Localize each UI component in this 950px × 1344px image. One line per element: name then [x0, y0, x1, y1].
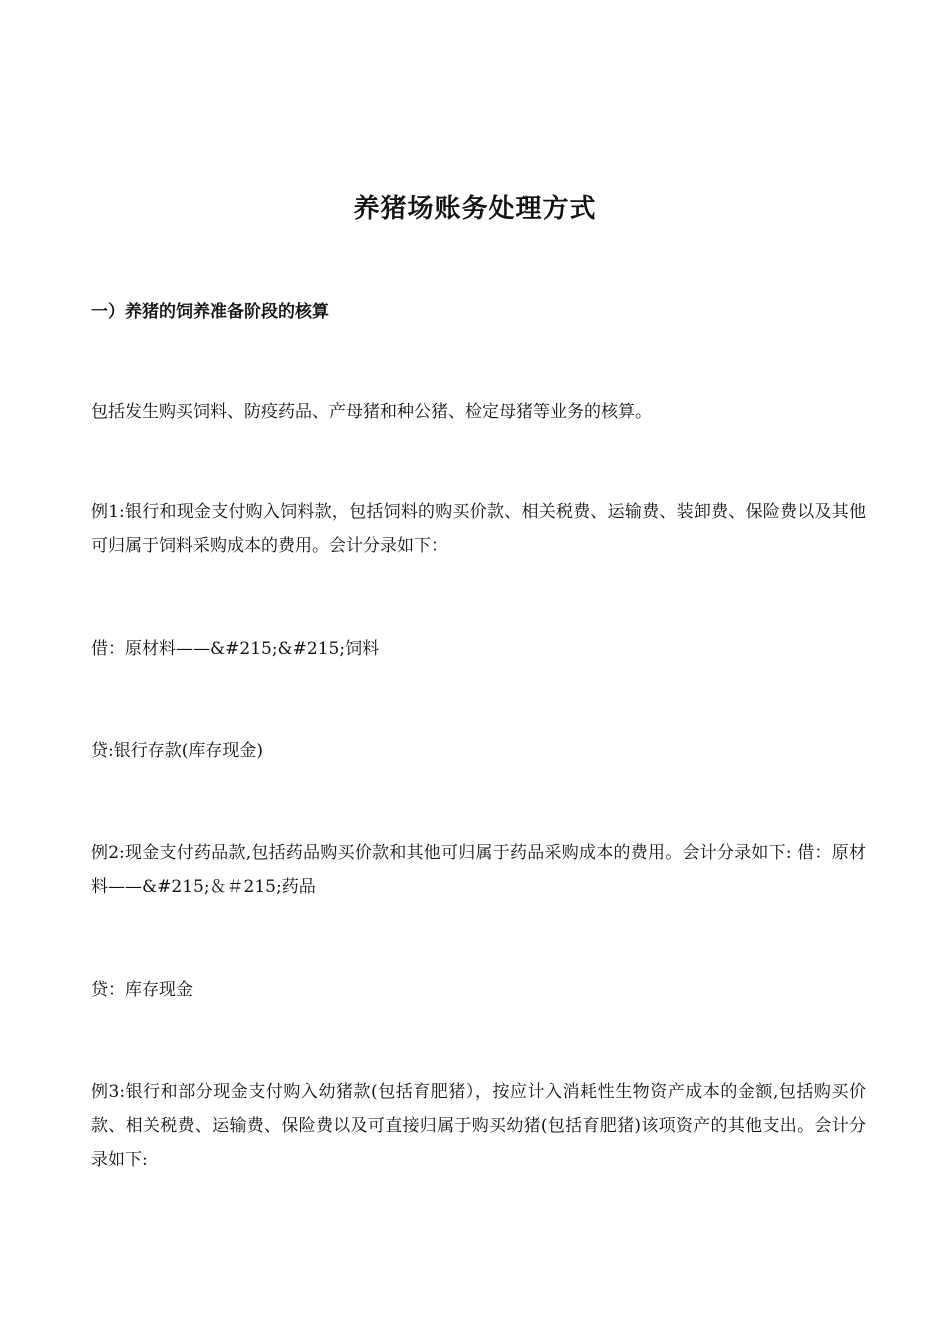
- paragraph-example-3: 例3:银行和部分现金支付购入幼猪款(包括育肥猪），按应计入消耗性生物资产成本的金额,包括购买价款、相关税费、运输费、保险费以及可直接归属于购买幼猪(包括育肥猪)该项资产的其他支出。会计分录如下:: [91, 1082, 866, 1170]
- paragraph-credit-entry-2: 贷：库存现金: [91, 980, 193, 1000]
- paragraph-debit-entry-1: 借：原材料——&#215;&#215;饲料: [91, 639, 380, 659]
- paragraph-intro: 包括发生购买饲料、防疫药品、产母猪和种公猪、检定母猪等业务的核算。: [91, 402, 652, 422]
- paragraph-credit-entry-1: 贷:银行存款(库存现金): [91, 741, 263, 761]
- section-heading: 一）养猪的饲养准备阶段的核算: [91, 302, 329, 322]
- document-title: 养猪场账务处理方式: [353, 194, 597, 224]
- paragraph-example-1: 例1:银行和现金支付购入饲料款，包括饲料的购买价款、相关税费、运输费、装卸费、保险费以及其他可归属于饲料采购成本的费用。会计分录如下：: [91, 502, 866, 556]
- paragraph-example-2: 例2:现金支付药品款,包括药品购买价款和其他可归属于药品采购成本的费用。会计分录如下: 借：原材料——&#215;＆＃215;药品: [91, 843, 866, 897]
